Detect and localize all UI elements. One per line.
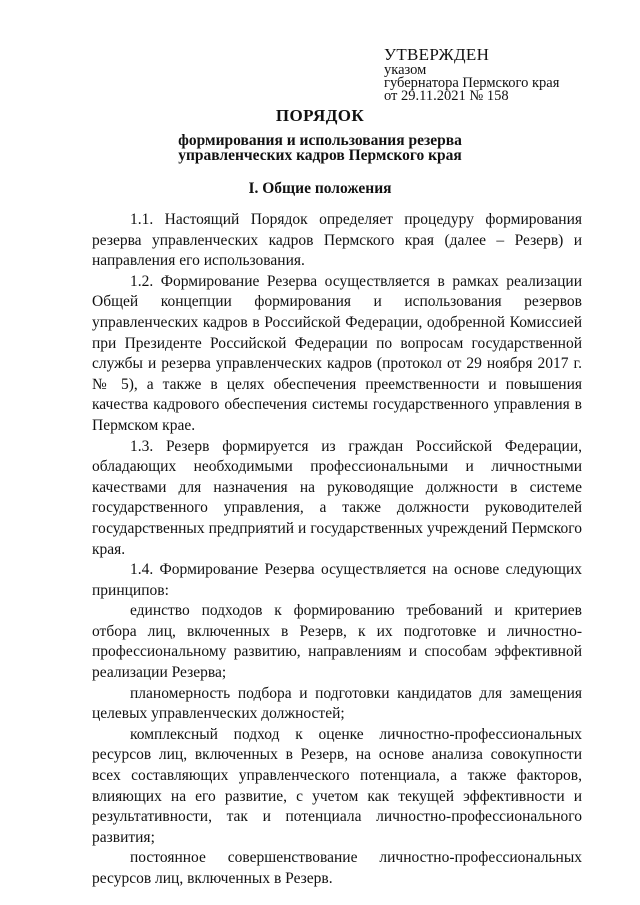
principle-unity: единство подходов к формированию требований и критериев отбора лиц, включенных в Резерв, к их подготовке и личностно-профессиональному развитию, направлениям и способам эффективной реализации Резерва;	[92, 602, 582, 682]
approval-stamp	[384, 46, 559, 103]
paragraph-1-2: 1.2. Формирование Резерва осуществляется в рамках реализации Общей концепции формирования и использования резервов управленческих кадров в Российской Федерации, одобренной Комиссией при Президенте Российской Федерации по вопросам государственной службы и резерва управленческих кадров (протокол от 29 ноября 2017 г. № 5), а также в целях обеспечения преемственности и повышения качества кадрового обеспечения системы государственного управления в Пермском крае.	[92, 272, 582, 434]
paragraph-1-4: 1.4. Формирование Резерва осуществляется на основе следующих принципов:	[92, 561, 582, 599]
paragraph-1-1: 1.1. Настоящий Порядок определяет процедуру формирования резерва управленческих кадров Пермского края (далее – Резерв) и направления его использования.	[92, 211, 582, 270]
document-body	[92, 210, 582, 890]
document-title: ПОРЯДОК	[275, 106, 365, 125]
principle-planning: планомерность подбора и подготовки кандидатов для замещения целевых управленческих должностей;	[92, 684, 582, 723]
paragraph-1-3: 1.3. Резерв формируется из граждан Российской Федерации, обладающих необходимыми профессиональными и личностными качествами для назначения на руководящие должности в системе государственного управления, а также должности руководителей государственных предприятий и государственных учреждений Пермского края.	[92, 437, 582, 558]
document-subtitle	[0, 133, 640, 163]
approval-line-date: от 29.11.2021 № 158	[384, 88, 509, 104]
approved-label: УТВЕРЖДЕН	[384, 45, 490, 64]
principle-improvement: постоянное совершенствование личностно-профессиональных ресурсов лиц, включенных в Резерв.	[92, 849, 582, 887]
approval-line-decree: указом	[384, 62, 427, 78]
subtitle-line-1: формирования и использования резерва	[178, 132, 462, 149]
section-heading: I. Общие положения	[248, 180, 392, 197]
approval-line-governor: губернатора Пермского края	[384, 75, 560, 91]
principle-complex-approach: комплексный подход к оценке личностно-профессиональных ресурсов лиц, включенных в Резерв, на основе анализа совокупности всех составляющих управленческого потенциала, а также факторов, влияющих на его развитие, с учетом как текущей эффективности и результативности, так и потенциала личностно-профессионального развития;	[92, 725, 582, 846]
subtitle-line-2: управленческих кадров Пермского края	[178, 147, 462, 164]
